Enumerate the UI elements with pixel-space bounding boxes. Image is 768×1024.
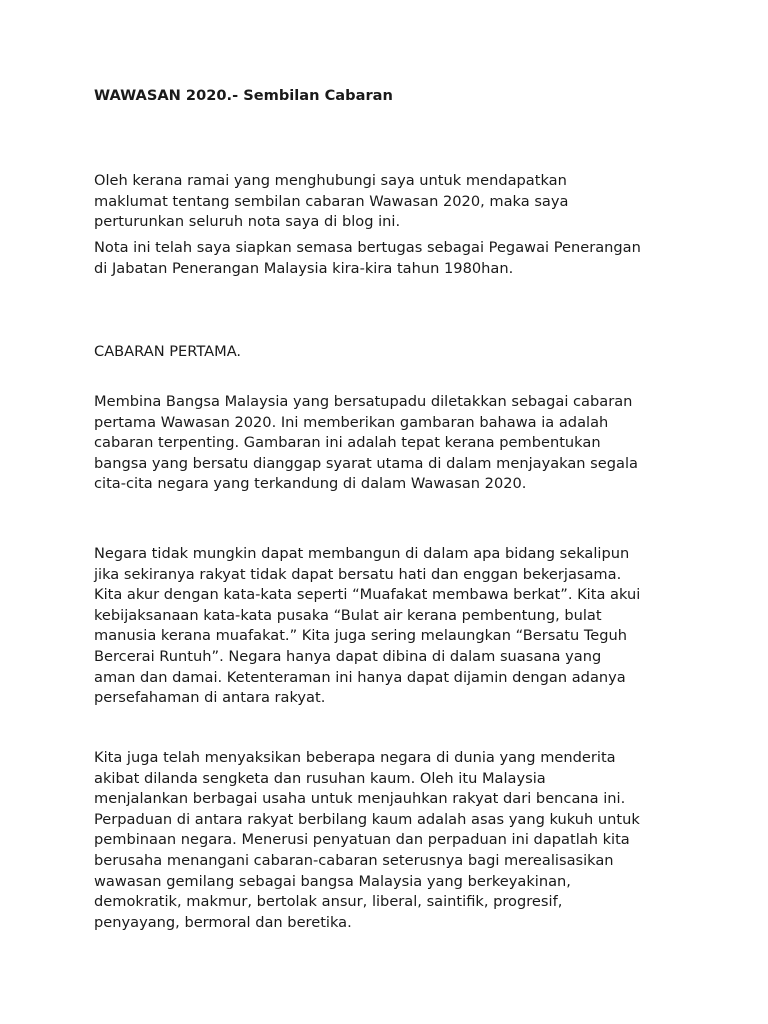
text-line: CABARAN PERTAMA. xyxy=(94,343,242,360)
body-paragraph-2 xyxy=(94,544,694,709)
text-line: berusaha menangani cabaran-cabaran seterusnya bagi merealisasikan xyxy=(94,851,614,869)
text-line: Membina Bangsa Malaysia yang bersatupadu diletakkan sebagai cabaran xyxy=(94,393,633,410)
text-line: persefahaman di antara rakyat. xyxy=(94,689,326,707)
text-line: pembinaan negara. Menerusi penyatuan dan perpaduan ini dapatlah kita xyxy=(94,831,630,849)
text-line: penyayang, bermoral dan beretika. xyxy=(94,913,352,931)
text-line: jika sekiranya rakyat tidak dapat bersatu hati dan enggan bekerjasama. xyxy=(94,565,622,583)
text-line: Kita juga telah menyaksikan beberapa negara di dunia yang menderita xyxy=(94,749,616,766)
text-line: Kita akur dengan kata-kata seperti “Muafakat membawa berkat”. Kita akui xyxy=(94,586,641,604)
intro-paragraph-2 xyxy=(94,238,694,279)
text-line: di Jabatan Penerangan Malaysia kira-kira tahun 1980han. xyxy=(94,259,514,277)
section-heading-cabaran-pertama xyxy=(94,342,694,363)
text-line: menjalankan berbagai usaha untuk menjauhkan rakyat dari bencana ini. xyxy=(94,790,626,808)
text-line: Bercerai Runtuh”. Negara hanya dapat dibina di dalam suasana yang xyxy=(94,647,602,665)
intro-paragraph-1 xyxy=(94,171,694,233)
body-paragraph-3 xyxy=(94,748,694,933)
text-line: Nota ini telah saya siapkan semasa bertugas sebagai Pegawai Penerangan xyxy=(94,239,641,256)
text-line: perturunkan seluruh nota saya di blog ini. xyxy=(94,213,401,231)
document-title: WAWASAN 2020.- Sembilan Cabaran xyxy=(94,87,393,104)
text-line: bangsa yang bersatu dianggap syarat utama di dalam menjayakan segala xyxy=(94,454,638,472)
body-paragraph-1 xyxy=(94,392,694,495)
text-line: wawasan gemilang sebagai bangsa Malaysia yang berkeyakinan, xyxy=(94,872,571,890)
text-line: pertama Wawasan 2020. Ini memberikan gambaran bahawa ia adalah xyxy=(94,413,609,431)
text-line: aman dan damai. Ketenteraman ini hanya dapat dijamin dengan adanya xyxy=(94,668,626,686)
text-line: demokratik, makmur, bertolak ansur, liberal, saintifik, progresif, xyxy=(94,893,563,911)
text-line: manusia kerana muafakat.” Kita juga sering melaungkan “Bersatu Teguh xyxy=(94,627,628,645)
text-line: Perpaduan di antara rakyat berbilang kaum adalah asas yang kukuh untuk xyxy=(94,810,640,828)
text-line: kebijaksanaan kata-kata pusaka “Bulat air kerana pembentung, bulat xyxy=(94,606,602,624)
text-line: Negara tidak mungkin dapat membangun di dalam apa bidang sekalipun xyxy=(94,545,630,562)
text-line: Oleh kerana ramai yang menghubungi saya untuk mendapatkan xyxy=(94,172,567,189)
text-line: cabaran terpenting. Gambaran ini adalah tepat kerana pembentukan xyxy=(94,434,601,452)
text-line: akibat dilanda sengketa dan rusuhan kaum. Oleh itu Malaysia xyxy=(94,769,546,787)
text-line: cita-cita negara yang terkandung di dalam Wawasan 2020. xyxy=(94,475,527,493)
text-line: maklumat tentang sembilan cabaran Wawasan 2020, maka saya xyxy=(94,192,569,210)
